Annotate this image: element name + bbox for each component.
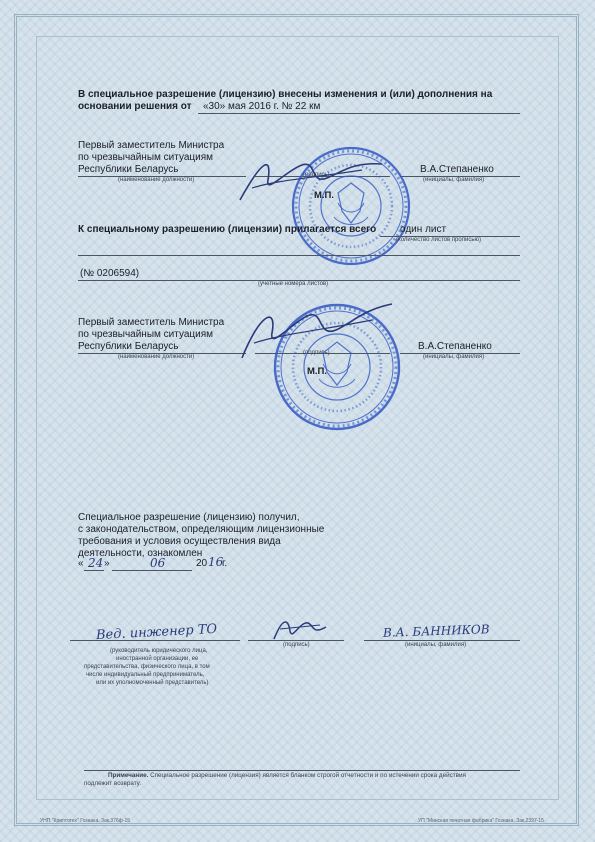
attachment-text: К специальному разрешению (лицензии) прилагается всего (78, 224, 377, 235)
seal-place-label: М.П. (314, 190, 335, 201)
caption-signature: (подпись) (303, 350, 330, 356)
receipt-line-4: деятельности, ознакомлен (78, 548, 203, 559)
header-line-2-prefix: основании решения от (78, 101, 192, 112)
signature-receiver (270, 615, 330, 643)
caption-name: (инициалы, фамилия) (423, 177, 485, 183)
date-close-quote: » (104, 558, 110, 569)
caption-name: (инициалы, фамилия) (405, 642, 467, 648)
note-label: Примечание. (108, 772, 149, 779)
caption-sheet-numbers: (учетные номера листов) (258, 281, 329, 287)
header-line-1: В специальное разрешение (лицензию) внесены изменения и (или) дополнения на (78, 89, 493, 100)
signature-1 (232, 150, 392, 210)
position-line-2: по чрезвычайным ситуациям (78, 152, 214, 163)
date-day: 24 (88, 556, 104, 570)
note-line-2: подлежит возврату. (84, 780, 141, 787)
underline (112, 570, 192, 571)
caption-position-line-5: или их уполномоченный представитель) (96, 680, 209, 686)
caption-position-line-3: представительства, физического лица, в том (84, 664, 210, 670)
date-open-quote: « (78, 558, 84, 569)
position-line-2: по чрезвычайным ситуациям (78, 329, 214, 340)
note-line-1 (108, 772, 466, 780)
caption-position: (наименование должности) (118, 177, 195, 183)
note-text-1: Специальное разрешение (лицензия) является бланком строгой отчетности и по истечении срока действия (148, 772, 466, 779)
sheet-numbers: (№ 0206594) (80, 268, 140, 279)
date-year-prefix: 20 (196, 558, 208, 569)
signer-name: В.А.Степаненко (418, 341, 492, 352)
underline (70, 640, 240, 641)
receipt-line-2: с законодательством, определяющим лицензионные (78, 524, 325, 535)
signer-position-handwritten: Вед. инженер ТО (95, 621, 218, 644)
seal-place-label: М.П. (307, 366, 328, 377)
attachment-count: один лист (400, 224, 447, 235)
position-line-1: Первый заместитель Министра (78, 317, 225, 328)
footer-imprint-right: УП "Минская печатная фабрика" Гознака. Зак.2397-15 (418, 818, 544, 824)
position-line-3: Республики Беларусь (78, 164, 179, 175)
underline (198, 113, 520, 114)
underline (248, 640, 344, 641)
caption-position: (наименование должности) (118, 354, 195, 360)
caption-position-line-1: (руководитель юридического лица, (110, 648, 208, 654)
decision-date-number: «30» мая 2016 г. № 22 км (203, 101, 321, 112)
signer-name-handwritten: В.А. БАННИКОВ (382, 622, 490, 640)
divider (84, 770, 520, 771)
underline (364, 640, 520, 641)
position-line-1: Первый заместитель Министра (78, 140, 225, 151)
footer-imprint-left: УНП "Криптотех" Гознака. Зак.376ф-15 (40, 818, 131, 824)
date-suffix: г. (222, 558, 228, 569)
underline (84, 570, 104, 571)
underline (78, 255, 520, 256)
position-line-3: Республики Беларусь (78, 341, 179, 352)
date-year: 16 (208, 555, 224, 569)
caption-signature: (подпись) (283, 642, 310, 648)
caption-position-line-4: числе индивидуальный предприниматель, (86, 672, 205, 678)
signer-name: В.А.Степаненко (420, 164, 494, 175)
caption-count: (количество листов прописью) (396, 237, 481, 243)
receipt-line-3: требования и условия осуществления вида (78, 536, 281, 547)
caption-position-line-2: иностранной организации, ее (116, 656, 199, 662)
receipt-line-1: Специальное разрешение (лицензию) получил, (78, 512, 300, 523)
date-month: 06 (150, 556, 166, 570)
caption-signature: (подпись) (303, 172, 330, 178)
caption-name: (инициалы, фамилия) (423, 354, 485, 360)
signature-2 (232, 298, 402, 368)
